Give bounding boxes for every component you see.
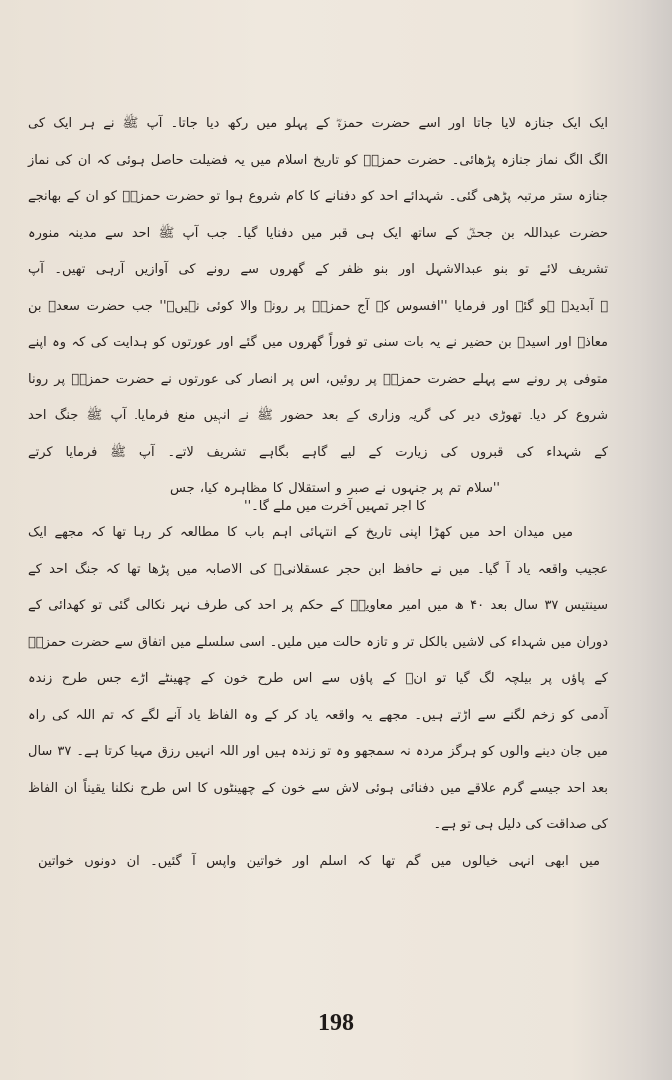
text-line: الگ الگ نماز جنازہ پڑھائی۔ حضرت حمزہؓ کو تاریخ اسلام میں یہ فضیلت حاصل ہوئی کہ ان کی نماز <box>28 152 608 168</box>
page-body <box>28 107 608 881</box>
text-line: میں جان دینے والوں کو ہرگز مردہ نہ سمجھو وہ تو زندہ ہیں اور اللہ انہیں رزق مہیا کرتا ہے۔ ۳۷ سال <box>28 744 608 759</box>
text-line: متوفی پر رونے سے پہلے حضرت حمزہؓ پر روئیں، اس پر انصار کی عورتوں نے حضرت حمزہؓ پر رونا <box>28 371 608 387</box>
text-line: سینتیس ۳۷ سال بعد ۴۰ ھ میں امیر معاویہؓ کے حکم پر احد کی طرف نہر نکالی گئی تو کھدائی کے <box>28 598 608 613</box>
text-line: دوران میں شہداء کی لاشیں بالکل تر و تازہ حالت میں ملیں۔ اسی سلسلے میں اتفاق سے حضرت حمزہؓ <box>28 634 608 650</box>
text-line: تشریف لائے تو بنو عبدالاشہل اور بنو ظفر کے گھروں سے رونے کی آوازیں آرہی تھیں۔ آپ <box>28 262 608 277</box>
text-line: بعد احد جیسے گرم علاقے میں دفنائی ہوئی لاش سے خون کے چھینٹوں کا اس طرح نکلنا یقیناً ان الفاظ <box>28 780 608 796</box>
text-line: کے پاؤں پر بیلچہ لگ گیا تو انؓ کے پاؤں سے اس طرح خون کے چھینٹے اڑے جس طرح زندہ <box>28 671 608 686</box>
page-number: 198 <box>318 1010 354 1036</box>
text-line: ایک ایک جنازہ لایا جاتا اور اسے حضرت حمزہؓ کے پہلو میں رکھ دیا جاتا۔ آپ ﷺ نے ہر ایک کی <box>28 116 608 131</box>
text-line: شروع کر دیا۔ تھوڑی دیر کی گریہ وزاری کے بعد حضور ﷺ نے انہیں منع فرمایا۔ آپ ﷺ جنگ احد <box>28 408 608 423</box>
text-line: آدمی کو زخم لگنے سے اڑتے ہیں۔ مجھے یہ واقعہ یاد کر کے وہ الفاظ یاد آنے لگے کہ تم اللہ کی راہ <box>28 707 608 723</box>
text-line: جنازہ ستر مرتبہ پڑھی گئی۔ شہدائے احد کو دفنانے کا کام شروع ہوا تو حضرت حمزہؓ کو ان کے بھانجے <box>28 189 608 204</box>
text-line: حضرت عبداللہ بن جحشؓ کے ساتھ ایک ہی قبر میں دفنایا گیا۔ جب آپ ﷺ احد سے مدینہ منورہ <box>28 225 608 241</box>
paragraph-end-line: کی صداقت کی دلیل ہی تو ہے۔ <box>433 817 608 832</box>
quote-line: ''سلام تم پر جنہوں نے صبر و استقلال کا مظاہرہ کیا، جس کا اجر تمہیں آخرت میں ملے گا۔'' <box>170 481 500 514</box>
paragraph-start-line: میں میدان احد میں کھڑا اپنی تاریخ کے انتہائی اہم باب کا مطالعہ کر رہا تھا کہ مجھے ایک <box>28 525 573 540</box>
paragraph-start-line: میں ابھی انہی خیالوں میں گم تھا کہ اسلم اور خواتین واپس آ گئیں۔ ان دونوں خواتین <box>38 853 600 869</box>
text-line: کے شہداء کی قبروں کی زیارت کے لیے گاہے بگاہے تشریف لاتے۔ آپ ﷺ فرمایا کرتے <box>28 444 608 460</box>
text-line: عجیب واقعہ یاد آ گیا۔ میں نے حافظ ابن حجر عسقلانیؒ کی الاصابہ میں پڑھا تھا کہ جنگ احد کے <box>28 561 608 577</box>
text-line: معاذؓ اور اسیدؓ بن حضیر نے یہ بات سنی تو فوراً گھروں میں گئے اور عورتوں کو ہدایت کی کہ وہ اپنے <box>28 335 608 350</box>
text-line: ﷺ آبدیدہ ہو گئے اور فرمایا ''افسوس کہ آج حمزہؓ پر رونے والا کوئی نہیں۔'' جب حضرت سعدؓ بن <box>28 298 608 314</box>
